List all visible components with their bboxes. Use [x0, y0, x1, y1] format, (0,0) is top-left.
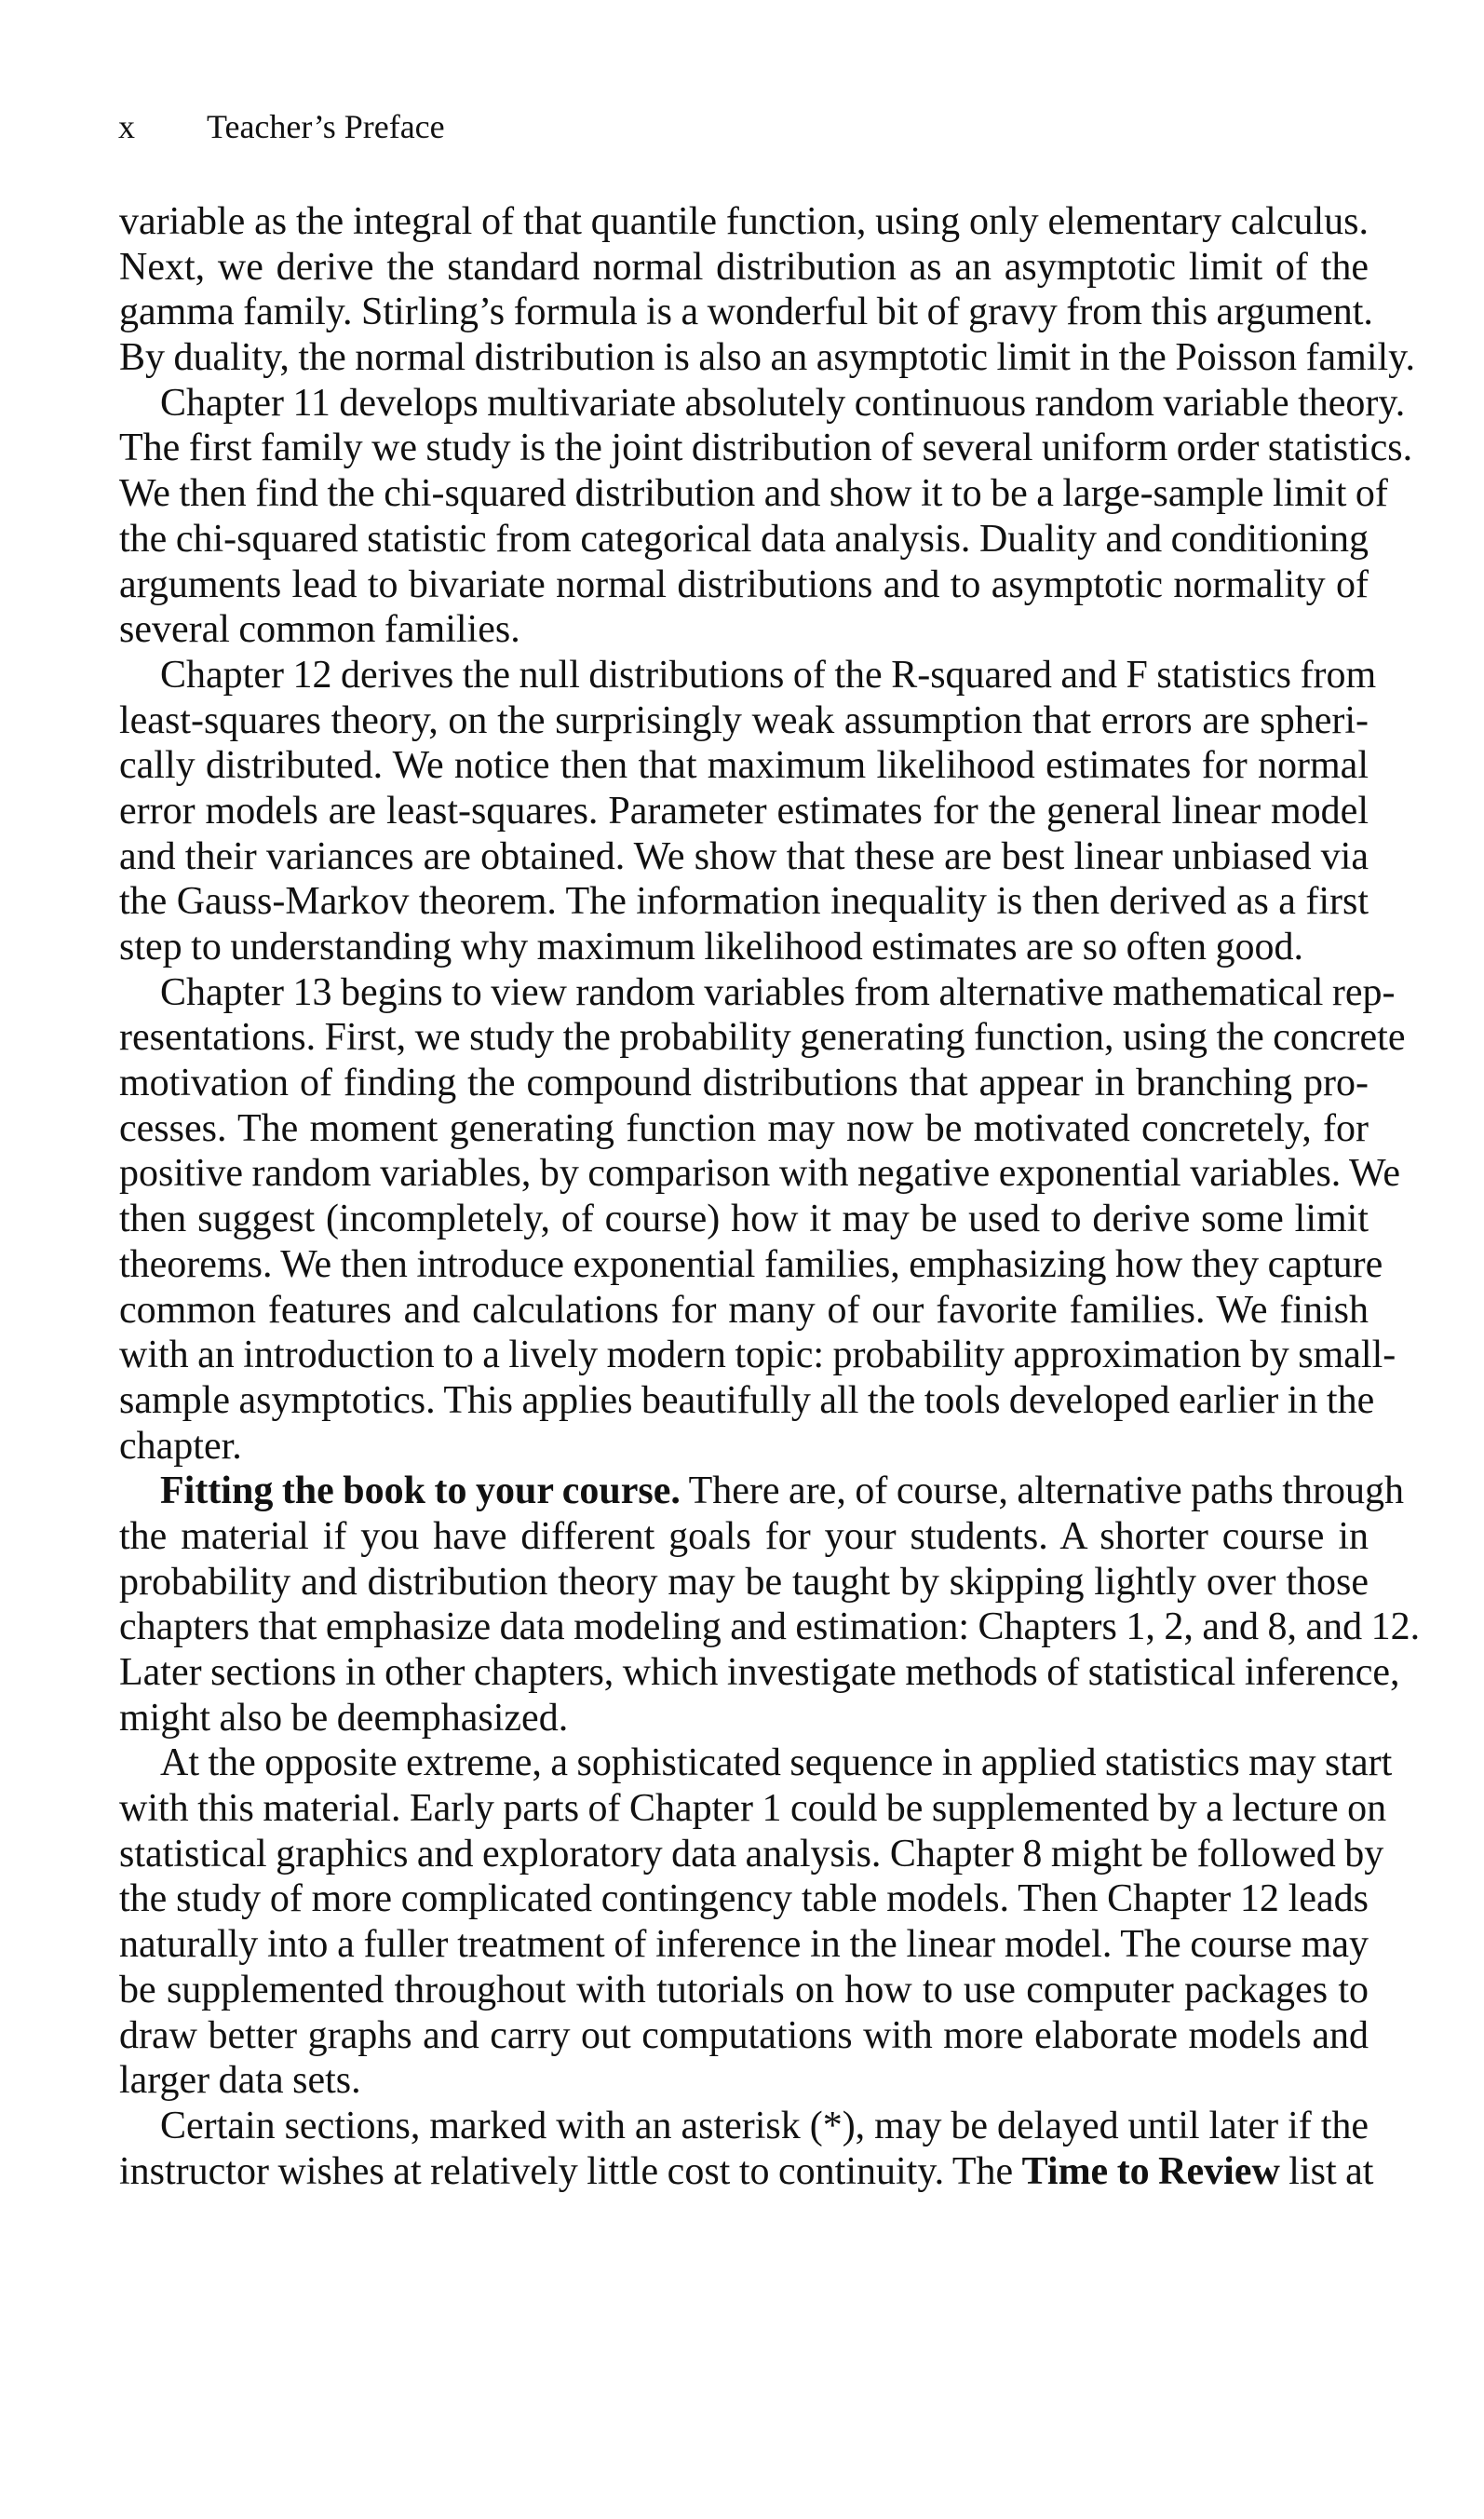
text-line: We then find the chi-squared distribution and show it to be a large-sample limit of	[119, 472, 1388, 516]
text-line: Later sections in other chapters, which investigate methods of statistical inference,	[119, 1651, 1400, 1694]
paragraph-chapter-11	[119, 381, 1413, 653]
text-line: arguments lead to bivariate normal distributions and to asymptotic normality of	[119, 562, 1369, 606]
text-line: then suggest (incompletely, of course) how it may be used to derive some limit	[119, 1198, 1369, 1241]
text-line: with an introduction to a lively modern topic: probability approximation by small-	[119, 1334, 1396, 1377]
text-line: Chapter 11 develops multivariate absolutely continuous random variable theory.	[160, 381, 1406, 425]
text-line: gamma family. Stirling’s formula is a wonderful bit of gravy from this argument.	[119, 291, 1373, 334]
text-line	[119, 2149, 1374, 2195]
page-number: x	[118, 108, 135, 145]
body-text	[119, 199, 1421, 2194]
bold-term-time-to-review: Time to Review	[1021, 2149, 1280, 2193]
text-line	[119, 1469, 1404, 1514]
text-line: motivation of finding the compound distributions that appear in branching pro-	[119, 1062, 1369, 1105]
text-line: By duality, the normal distribution is also an asymptotic limit in the Poisson family.	[119, 336, 1415, 380]
text-line: The first family we study is the joint distribution of several uniform order statistics.	[119, 427, 1413, 470]
text-segment: There are, of course, alternative paths through	[680, 1469, 1404, 1513]
text-line: step to understanding why maximum likelihood estimates are so often good.	[119, 926, 1303, 968]
text-line: be supplemented throughout with tutorials on how to use computer packages to	[119, 1968, 1369, 2011]
text-line: resentations. First, we study the probability generating function, using the concrete	[119, 1016, 1406, 1060]
paragraph-chapter-12	[119, 653, 1377, 970]
text-line: Next, we derive the standard normal distribution as an asymptotic limit of the	[119, 245, 1369, 289]
paragraph-opposite-extreme	[119, 1740, 1393, 2104]
text-line: and their variances are obtained. We show that these are best linear unbiased via	[119, 834, 1369, 878]
text-line: draw better graphs and carry out computations with more elaborate models and	[119, 2013, 1369, 2057]
text-line: the Gauss-Markov theorem. The information inequality is then derived as a first	[119, 880, 1369, 924]
text-line: chapters that emphasize data modeling and estimation: Chapters 1, 2, and 8, and 12.	[119, 1605, 1421, 1649]
text-line: the study of more complicated contingency table models. Then Chapter 12 leads	[119, 1877, 1369, 1921]
text-line: Chapter 12 derives the null distributions of the R-squared and F statistics from	[160, 653, 1377, 697]
paragraph-chapter-13	[119, 970, 1406, 1469]
text-line: Chapter 13 begins to view random variables from alternative mathematical rep-	[160, 970, 1396, 1014]
text-line: positive random variables, by comparison with negative exponential variables. We	[119, 1152, 1400, 1196]
text-line: several common families.	[119, 608, 520, 652]
text-segment: instructor wishes at relatively little cost to continuity. The	[119, 2149, 1022, 2193]
text-line: statistical graphics and exploratory data analysis. Chapter 8 might be followed by	[119, 1832, 1384, 1876]
run-in-heading: Fitting the book to your course.	[160, 1469, 681, 1513]
running-head-title: Teacher’s Preface	[207, 108, 445, 145]
text-line: probability and distribution theory may be taught by skipping lightly over those	[119, 1560, 1369, 1604]
text-line: larger data sets.	[119, 2059, 361, 2103]
text-line: sample asymptotics. This applies beautifully all the tools developed earlier in the	[119, 1378, 1375, 1422]
text-line: At the opposite extreme, a sophisticated sequence in applied statistics may start	[160, 1741, 1393, 1785]
text-line: least-squares theory, on the surprisingly weak assumption that errors are spheri-	[119, 698, 1369, 742]
text-line: error models are least-squares. Parameter estimates for the general linear model	[119, 789, 1369, 833]
text-line: Certain sections, marked with an asterisk (*), may be delayed until later if the	[160, 2104, 1369, 2147]
text-line: chapter.	[119, 1424, 242, 1468]
text-line: with this material. Early parts of Chapter 1 could be supplemented by a lecture on	[119, 1787, 1387, 1831]
text-line: the material if you have different goals for your students. A shorter course in	[119, 1514, 1369, 1558]
text-line: variable as the integral of that quantile function, using only elementary calculus.	[119, 200, 1369, 243]
text-line: cally distributed. We notice then that maximum likelihood estimates for normal	[119, 744, 1369, 788]
text-line: the chi-squared statistic from categorical data analysis. Duality and conditioning	[119, 517, 1369, 561]
text-line: naturally into a fuller treatment of inference in the linear model. The course may	[119, 1923, 1369, 1967]
text-segment: list at	[1279, 2149, 1374, 2193]
paragraph-fitting-the-book	[119, 1469, 1421, 1740]
text-line: cesses. The moment generating function may now be motivated concretely, for	[119, 1106, 1369, 1150]
paragraph-certain-sections	[119, 2104, 1374, 2194]
text-line: common features and calculations for many of our favorite families. We finish	[119, 1288, 1369, 1332]
text-line: might also be deemphasized.	[119, 1696, 569, 1740]
text-line: theorems. We then introduce exponential families, emphasizing how they capture	[119, 1242, 1383, 1286]
paragraph-continuation	[119, 199, 1415, 381]
